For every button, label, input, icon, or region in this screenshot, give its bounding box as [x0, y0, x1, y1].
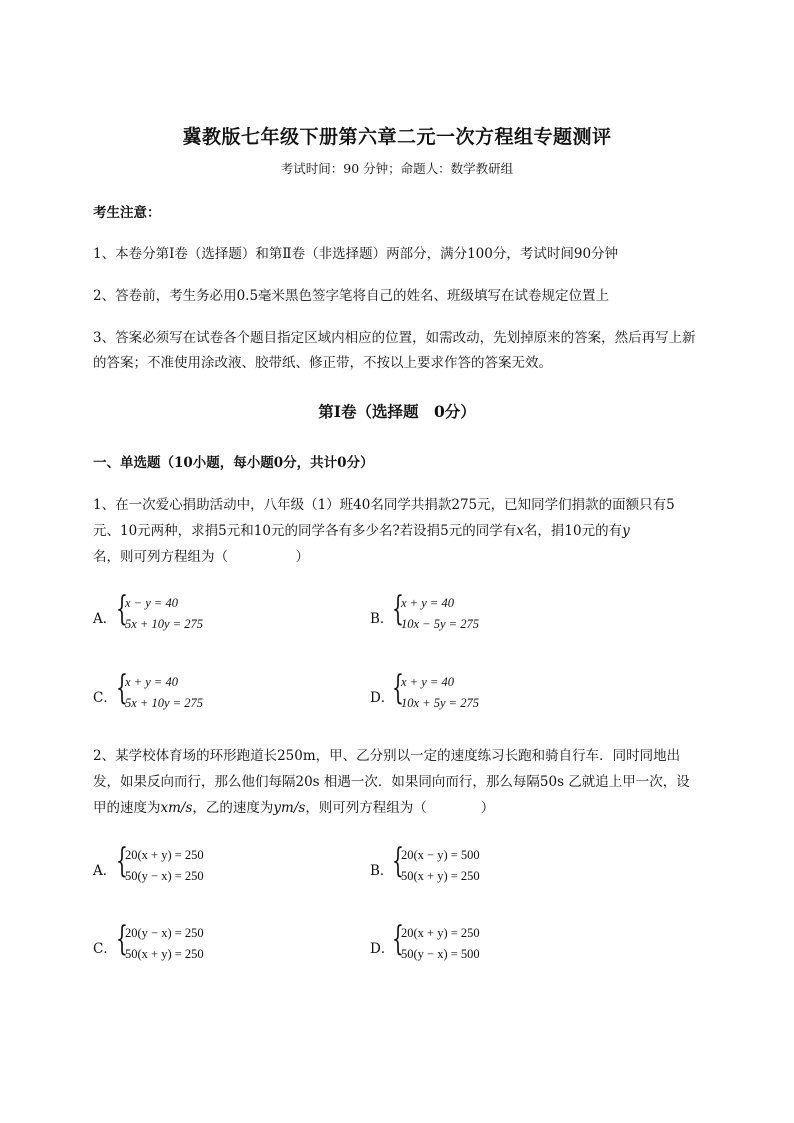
q1-line-2: 元、10元两种，求捐5元和10元的同学各有多少名?若设捐5元的同学有x名，捐10元的有y [93, 523, 630, 539]
section-title: 第I卷（选择题 0分） [318, 402, 476, 421]
notice-item-1: 1、本卷分第I卷（选择题）和第Ⅱ卷（非选择题）两部分，满分100分，考试时间90分钟 [93, 246, 619, 262]
notice-heading: 考生注意： [93, 205, 161, 221]
q1-line-1: 1、在一次爱心捐助活动中，八年级（1）班40名同学共捐款275元，已知同学们捐款的面额只有5 [93, 497, 675, 513]
notice-item-3-cont: 的答案；不准使用涂改液、胶带纸、修正带，不按以上要求作答的答案无效。 [93, 355, 552, 371]
q1-option-a-label[interactable]: A． [93, 611, 117, 627]
q2-unit-y: ym/s [273, 800, 306, 816]
q2-option-a-label[interactable]: A． [93, 863, 117, 879]
q2-option-c-label[interactable]: C． [93, 941, 117, 957]
q2-option-d-label[interactable]: D． [370, 941, 395, 957]
part-heading: 一、单选题（10小题，每小题0分，共计0分） [93, 455, 374, 471]
exam-subtitle: 考试时间：90 分钟；命题人：数学教研组 [280, 161, 514, 176]
q2-unit-x: xm/s [160, 800, 193, 816]
q1-option-b-label[interactable]: B． [370, 611, 394, 627]
notice-item-2: 2、答卷前，考生务必用0.5毫米黑色签字笔将自己的姓名、班级填写在试卷规定位置上 [93, 288, 610, 304]
q2-line-1: 2、某学校体育场的环形跑道长250m，甲、乙分别以一定的速度练习长跑和骑自行车．同时同地出 [93, 748, 681, 764]
q1-var-y: y [622, 523, 630, 539]
q2-line-2: 发，如果反向而行，那么他们每隔20s 相遇一次．如果同向而行，那么每隔50s 乙就追上甲一次，设 [93, 774, 690, 790]
q1-option-d-label[interactable]: D． [370, 690, 395, 706]
q2-line-3: 甲的速度为xm/s，乙的速度为ym/s，则可列方程组为（ ） [93, 800, 495, 816]
exam-title: 冀教版七年级下册第六章二元一次方程组专题测评 [182, 126, 612, 148]
q2-option-b-label[interactable]: B． [370, 863, 394, 879]
notice-item-3: 3、答案必须写在试卷各个题目指定区域内相应的位置，如需改动，先划掉原来的答案，然后再写上新 [93, 330, 696, 346]
q1-var-x: x [516, 523, 524, 539]
q1-line-3: 名，则可列方程组为（ ） [93, 549, 309, 565]
q1-option-c-label[interactable]: C． [93, 690, 117, 706]
